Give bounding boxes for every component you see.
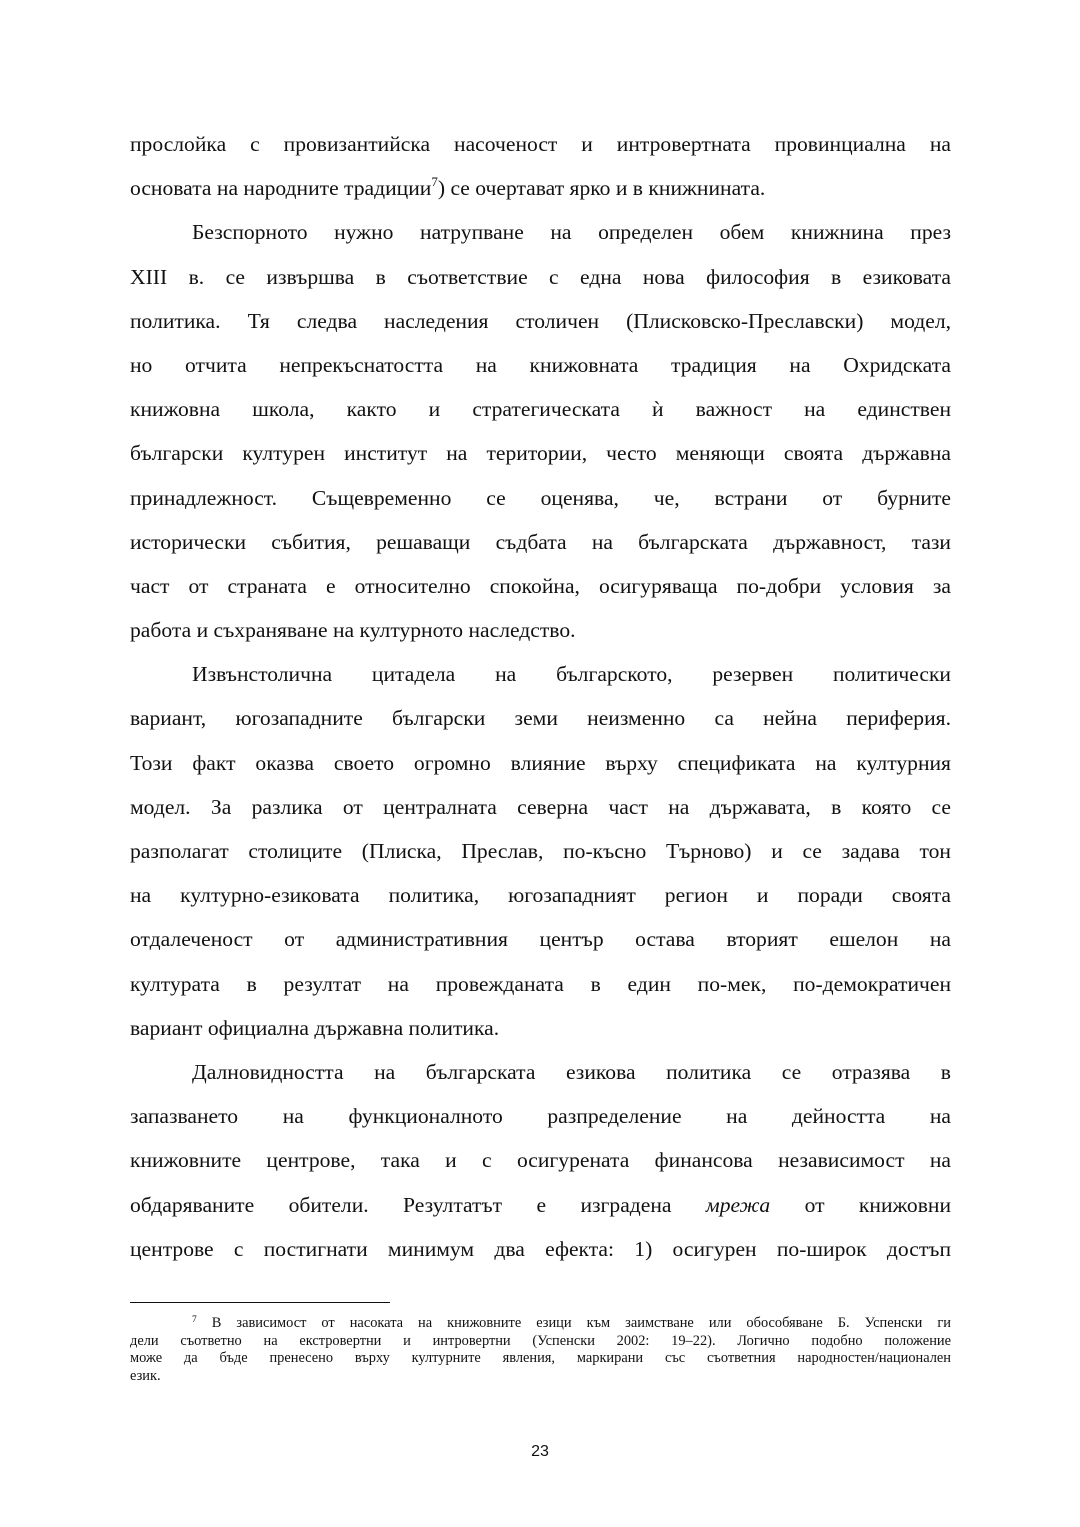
text-line: исторически събития, решаващи съдбата на българската държавност, тази [130,529,951,554]
text-line: XIII в. се извършва в съответствие с една нова философия в езиковата [130,264,951,289]
text-line: Далновидността на българската езикова политика се отразява в [192,1059,951,1084]
footnote-reference[interactable]: 7 [431,174,438,190]
text-line: културата в резултат на провежданата в един по-мек, по-демократичен [130,971,951,996]
text-line: вариант, югозападните български земи неизменно са нейна периферия. [130,706,951,731]
body-text [130,122,951,1271]
italic-term: мрежа [705,1192,771,1217]
text-line: книжовните центрове, така и с осигурената финансова независимост на [130,1148,951,1173]
text-line: прослойка с провизантийска насоченост и интровертната провинциална на [130,132,951,156]
footnote-line: дели съответно на екстровертни и интровертни (Успенски 2002: 19–22). Логично подобно положение [130,1332,951,1349]
text-line: политика. Тя следва наследения столичен (Плисковско-Преславски) модел, [130,308,951,333]
text-line: обдаряваните обители. Резултатът е изградена мрежа от книжовни [130,1192,951,1217]
footnote-line: $^7$ В зависимост от насоката на книжовните езици към заимстване или обособяване Б. Успенски ги [192,1315,951,1331]
text-line: книжовна школа, както и стратегическата ѝ важност на единствен [130,397,951,422]
text-line: модел. За разлика от централната северна част на държавата, в която се [130,794,951,819]
footnote-line: може да бъде пренесено върху културните явления, маркирани със съответния народностен/национален [130,1350,951,1366]
text-line: запазването на функционалното разпределение на дейността на [130,1104,951,1129]
text-line: Този факт оказва своето огромно влияние върху спецификата на културния [130,750,951,775]
footnote-line: език. [130,1367,161,1384]
footnote [130,1315,951,1385]
text-line: принадлежност. Същевременно се оценява, че, встрани от бурните [130,485,951,510]
text-line: основата на народните традиции$^7$) се очертават ярко и в книжнината. [130,174,766,201]
footnote-separator [130,1302,390,1303]
text-line: работа и съхраняване на културното наследство. [130,618,576,643]
text-line: Безспорното нужно натрупване на определен обем книжнина през [192,220,951,245]
text-line: част от страната е относително спокойна, осигуряваща по-добри условия за [130,573,951,598]
text-line: центрове с постигнати минимум два ефекта: 1) осигурен по-широк достъп [130,1236,951,1261]
text-line: вариант официална държавна политика. [130,1015,500,1040]
page-number: 23 [531,1443,549,1460]
text-line: Извънстолична цитадела на българското, резервен политически [192,662,951,687]
text-line: отдалеченост от административния център остава вторият ешелон на [130,927,951,952]
text-line: на културно-езиковата политика, югозападният регион и поради своята [130,883,951,908]
footnote-marker: 7 [192,1315,197,1325]
text-line: но отчита непрекъснатостта на книжовната традиция на Охридската [130,352,951,377]
text-line: разполагат столиците (Плиска, Преслав, по-късно Търново) и се задава тон [130,839,951,863]
text-line: български културен институт на територии, често меняющи своята държавна [130,441,951,466]
